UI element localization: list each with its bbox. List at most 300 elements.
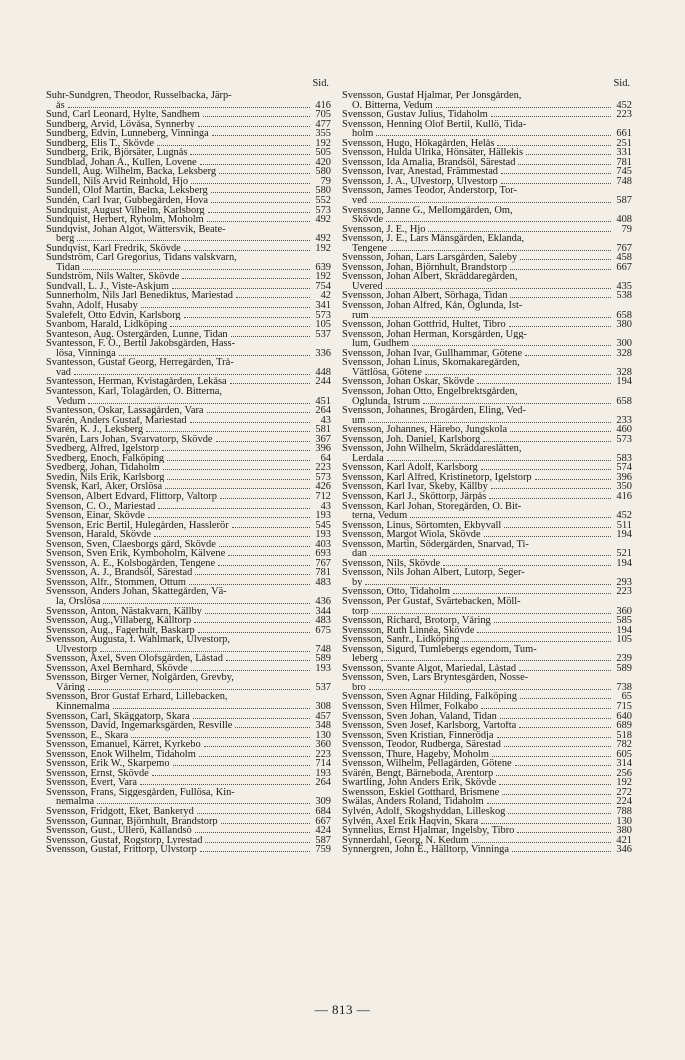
entry-text: Sylvén, Adolf, Skogshyddan, Lilleskog	[342, 807, 506, 817]
entry-text: Vättlösa, Götene	[352, 367, 422, 378]
directory-entry	[46, 807, 331, 817]
entry-list	[46, 91, 331, 855]
entry-line	[342, 91, 632, 101]
entry-page-number: 223	[616, 110, 632, 120]
dot-leader	[200, 845, 310, 852]
dot-leader	[184, 244, 310, 251]
entry-page-number: 79	[621, 224, 632, 235]
directory-entry	[342, 435, 632, 445]
entry-page-number: 492	[315, 215, 331, 225]
dot-leader	[184, 311, 310, 318]
entry-line	[46, 253, 331, 263]
directory-entry	[46, 463, 331, 473]
entry-line	[342, 320, 632, 330]
dot-leader	[425, 368, 611, 375]
entry-line	[46, 778, 331, 788]
directory-entry	[46, 473, 331, 483]
dot-leader	[504, 521, 611, 528]
entry-page-number: 573	[315, 205, 331, 216]
entry-page-number: 355	[315, 129, 331, 139]
directory-entry	[46, 540, 331, 550]
entry-line	[342, 797, 632, 807]
entry-line	[46, 482, 331, 492]
dot-leader	[376, 129, 611, 136]
entry-line	[46, 406, 331, 416]
directory-entry	[46, 482, 331, 492]
directory-entry	[46, 139, 331, 149]
entry-continuation-line	[46, 597, 331, 607]
entry-page-number: 396	[616, 472, 632, 483]
dot-leader	[193, 712, 310, 719]
entry-line	[46, 540, 331, 550]
directory-entry	[342, 406, 632, 425]
page-number: — 813 —	[314, 1002, 371, 1017]
directory-entry	[46, 568, 331, 578]
dot-leader	[510, 291, 611, 298]
directory-entry	[342, 330, 632, 349]
entry-text: Sundqvist, Johan Algot, Wättersvik, Beate-	[46, 224, 226, 235]
entry-line	[46, 129, 331, 139]
entry-line	[342, 291, 632, 301]
entry-line	[342, 435, 632, 445]
directory-entry	[342, 358, 632, 377]
entry-line	[46, 521, 331, 531]
entry-text: Svensson, Johan Alfred, Kån, Öglunda, Ist-	[342, 301, 523, 311]
dot-leader	[219, 540, 310, 547]
dot-leader	[165, 482, 310, 489]
dot-leader	[501, 167, 611, 174]
dot-leader	[163, 463, 310, 470]
entry-page-number: 483	[315, 616, 331, 626]
entry-text: Svensson, John Wilhelm, Skräddareslätten,	[342, 444, 522, 454]
entry-text: Öglunda, Istrum	[352, 396, 421, 407]
entry-text: Svensson, Birger Verner, Nolgården, Grevby,	[46, 673, 234, 683]
entry-line	[342, 272, 632, 282]
directory-entry	[342, 673, 632, 692]
entry-line	[342, 769, 632, 779]
entry-line	[46, 664, 331, 674]
entry-line	[46, 559, 331, 569]
entry-page-number: 573	[616, 434, 632, 445]
entry-text: Svensk, Karl, Åker, Örslösa	[46, 482, 163, 492]
directory-entry	[46, 301, 331, 311]
dot-leader	[190, 148, 310, 155]
entry-page-number: 545	[315, 520, 331, 531]
dot-leader	[508, 807, 611, 814]
entry-text: Vedum	[56, 396, 86, 407]
entry-text: la, Örslösa	[56, 596, 101, 607]
entry-line	[342, 502, 632, 512]
entry-page-number: 436	[315, 596, 331, 607]
dot-leader	[167, 473, 310, 480]
dot-leader	[226, 654, 310, 661]
entry-text: holm	[352, 129, 374, 139]
entry-line	[342, 645, 632, 655]
entry-line	[46, 416, 331, 426]
dot-leader	[489, 492, 611, 499]
directory-entry	[342, 788, 632, 798]
entry-continuation-line	[342, 244, 632, 254]
entry-line	[342, 807, 632, 817]
entry-line	[46, 215, 331, 225]
entry-text: Svensson, Ernst, Skövde	[46, 768, 149, 779]
entry-text: Svensson, Thure, Hageby, Moholm	[342, 749, 489, 760]
entry-text: Svantesson, F. O., Bertil Jakobsgården, Hass-	[46, 339, 236, 349]
dot-leader	[195, 826, 310, 833]
entry-line	[46, 845, 331, 855]
dot-leader	[140, 778, 310, 785]
entry-line	[342, 788, 632, 798]
directory-entry	[46, 158, 331, 168]
entry-text: Svensson, Richard, Brotorp, Våring	[342, 616, 491, 626]
dot-leader	[423, 397, 611, 404]
directory-entry	[46, 750, 331, 760]
entry-text: Svahn, Adolf, Husaby	[46, 301, 138, 311]
entry-line	[342, 692, 632, 702]
directory-entry	[342, 778, 632, 788]
entry-text: Svensson, Sven Johan, Valand, Tidan	[342, 711, 497, 722]
entry-text: nemalma	[56, 797, 95, 808]
directory-entry	[342, 750, 632, 760]
entry-text: Svantesson, Oskar, Lassagården, Vara	[46, 406, 204, 416]
directory-entry	[342, 797, 632, 807]
entry-page-number: 403	[315, 539, 331, 550]
entry-page-number: 396	[315, 444, 331, 454]
dot-leader	[228, 549, 310, 556]
entry-page-number: 192	[315, 272, 331, 282]
dot-leader	[182, 272, 310, 279]
entry-page-number: 42	[320, 291, 331, 302]
directory-entry	[46, 454, 331, 464]
entry-line	[342, 330, 632, 340]
entry-page-number: 574	[616, 463, 632, 473]
dot-leader	[172, 282, 310, 289]
entry-page-number: 193	[315, 511, 331, 521]
entry-text: Svensson, Johan Oskar, Skövde	[342, 377, 475, 387]
entry-text: Svensson, Johan, Björnhult, Brandstorp	[342, 262, 508, 273]
entry-page-number: 367	[315, 434, 331, 445]
dot-leader	[198, 626, 310, 633]
dot-leader	[462, 635, 611, 642]
entry-text: Svensson, Ida Amalia, Brandsöl, Särestad	[342, 157, 516, 168]
entry-line	[342, 444, 632, 454]
directory-entry	[342, 301, 632, 320]
entry-line	[342, 635, 632, 645]
entry-page-number: 538	[616, 291, 632, 302]
entry-page-number: 308	[315, 702, 331, 712]
directory-entry	[342, 692, 632, 702]
entry-line	[342, 540, 632, 550]
dot-leader	[88, 683, 310, 690]
entry-text: Svensson, Gustaf Hjalmar, Per Jonsgården,	[342, 91, 522, 101]
entry-text: Svensson, Johan Ivar, Gullhammar, Götene	[342, 348, 523, 359]
dot-leader	[88, 397, 310, 404]
entry-page-number: 130	[616, 816, 632, 827]
entry-text: Svensson, E., Skara	[46, 730, 129, 741]
entry-text: Svantesson, Karl, Tolagården, Ö. Bitterna,	[46, 386, 222, 397]
entry-page-number: 328	[616, 348, 632, 359]
dot-leader	[170, 320, 310, 327]
entry-text: Svarén, K. J., Leksberg	[46, 425, 144, 435]
dot-leader	[146, 425, 310, 432]
entry-text: Svensson, J. E., Hjo	[342, 224, 426, 235]
entry-text: Svensson, Anders Johan, Skattegården, Vä-	[46, 587, 227, 597]
entry-text: Svedin, Nils Erik, Karlsborg	[46, 472, 165, 483]
dot-leader	[204, 740, 310, 747]
entry-line	[342, 473, 632, 483]
dot-leader	[235, 721, 310, 728]
entry-text: Svensson, Johan Otto, Engelbrektsgården,	[342, 386, 518, 397]
entry-text: Svenson, Einar, Skövde	[46, 511, 145, 521]
entry-text: Svärén, Bengt, Bärneboda, Arentorp	[342, 768, 494, 779]
entry-line	[46, 740, 331, 750]
entry-text: Svenson, Harald, Skövde	[46, 530, 152, 540]
entry-text: Svensson, Erik W., Skarpemo	[46, 759, 170, 769]
directory-entry	[342, 826, 632, 836]
entry-page-number: 573	[315, 472, 331, 483]
directory-entry	[46, 358, 331, 377]
dot-leader	[191, 177, 310, 184]
entry-line	[46, 731, 331, 741]
column-header-sid: Sid.	[613, 78, 630, 89]
entry-line	[46, 425, 331, 435]
dot-leader	[443, 559, 611, 566]
entry-line	[46, 759, 331, 769]
directory-entry	[342, 616, 632, 626]
dot-leader	[365, 578, 611, 585]
directory-entry	[342, 253, 632, 263]
entry-line	[46, 750, 331, 760]
entry-page-number: 782	[616, 740, 632, 750]
dot-leader	[372, 311, 611, 318]
directory-entry	[342, 502, 632, 521]
entry-page-number: 43	[320, 501, 331, 512]
dot-leader	[77, 234, 310, 241]
entry-line	[46, 177, 331, 187]
dot-leader	[369, 683, 611, 690]
entry-text: Svensson, Nils Johan Albert, Lutorp, Seger-	[342, 568, 525, 578]
entry-text: Svensson, Carl, Skäggatorp, Skara	[46, 711, 190, 722]
dot-leader	[83, 263, 310, 270]
entry-continuation-line	[46, 397, 331, 407]
entry-text: Swartling, John Anders Erik, Skövde	[342, 778, 497, 788]
entry-line	[342, 263, 632, 273]
directory-entry	[46, 167, 331, 177]
dot-leader	[200, 158, 310, 165]
entry-line	[46, 817, 331, 827]
directory-entry	[342, 387, 632, 406]
entry-continuation-line	[342, 339, 632, 349]
entry-text: Svensson, Enok Wilhelm, Tidaholm	[46, 749, 196, 760]
entry-text: Sundell, Olof Martin, Backa, Leksberg	[46, 186, 208, 197]
entry-line	[342, 731, 632, 741]
dot-leader	[157, 139, 310, 146]
entry-text: Svensson, James Teodor, Anderstorp, Tor-	[342, 186, 518, 197]
entry-page-number: 689	[616, 721, 632, 731]
entry-page-number: 788	[616, 807, 632, 817]
entry-line	[342, 482, 632, 492]
directory-entry	[342, 186, 632, 205]
entry-page-number: 293	[616, 577, 632, 588]
entry-text: Svensson, Anton, Nästakvarn, Källby	[46, 606, 202, 617]
entry-line	[342, 664, 632, 674]
directory-entry	[46, 377, 331, 387]
entry-text: Svedberg, Enoch, Falköping	[46, 453, 165, 464]
dot-leader	[232, 521, 310, 528]
entry-text: vad	[56, 367, 72, 378]
directory-entry	[46, 196, 331, 206]
entry-page-number: 424	[315, 826, 331, 836]
entry-line	[46, 836, 331, 846]
entry-page-number: 639	[315, 262, 331, 273]
entry-line	[342, 721, 632, 731]
entry-continuation-line	[342, 215, 632, 225]
dot-leader	[520, 692, 611, 699]
entry-line	[342, 206, 632, 216]
entry-line	[46, 320, 331, 330]
entry-line	[46, 473, 331, 483]
entry-continuation-line	[342, 311, 632, 321]
entry-page-number: 416	[616, 491, 632, 502]
entry-page-number: 193	[315, 768, 331, 779]
entry-text: Sundell, Nils Arvid Reinhold, Hjo	[46, 176, 189, 187]
entry-line	[46, 511, 331, 521]
directory-entry	[46, 778, 331, 788]
dot-leader	[191, 664, 310, 671]
dot-leader	[519, 721, 611, 728]
dot-leader	[526, 148, 611, 155]
directory-entry	[342, 320, 632, 330]
dot-leader	[113, 702, 310, 709]
entry-text: Lerdala	[352, 453, 384, 464]
entry-text: Svensson, Johannes, Brogården, Eling, Ved-	[342, 406, 526, 416]
entry-line	[46, 654, 331, 664]
entry-continuation-line	[342, 511, 632, 521]
entry-text: Svensson, Bror Gustaf Erhard, Lillebacken,	[46, 692, 228, 702]
entry-line	[46, 549, 331, 559]
dot-leader	[436, 101, 611, 108]
entry-text: Svensson, Henning Olof Bertil, Kullö, Tida-	[342, 119, 527, 130]
entry-page-number: 264	[315, 406, 331, 416]
entry-text: Svantesson, Gustaf Georg, Herregården, Trå-	[46, 358, 234, 368]
dot-leader	[230, 377, 310, 384]
directory-entry	[342, 845, 632, 855]
directory-entry	[342, 291, 632, 301]
entry-text: by	[352, 577, 363, 588]
entry-line	[46, 91, 331, 101]
dot-leader	[119, 349, 310, 356]
directory-entry	[46, 282, 331, 292]
entry-page-number: 426	[315, 482, 331, 492]
entry-text: Svensson, David, Ingemarksgården, Resville	[46, 721, 233, 731]
entry-text: torp	[352, 606, 369, 617]
entry-page-number: 675	[315, 625, 331, 636]
entry-text: Svensson, Gustaf, Frittorp, Ulvstorp	[46, 845, 197, 855]
entry-text: Sundquist, Herbert, Ryholm, Moholm	[46, 215, 204, 225]
entry-line	[342, 673, 632, 683]
directory-entry	[342, 721, 632, 731]
entry-page-number: 65	[621, 692, 632, 702]
entry-page-number: 537	[315, 682, 331, 693]
entry-continuation-line	[342, 196, 632, 206]
directory-entry	[46, 692, 331, 711]
entry-page-number: 244	[315, 377, 331, 387]
entry-line	[46, 587, 331, 597]
entry-text: Svensson, Evert, Vara	[46, 778, 137, 788]
directory-entry	[342, 167, 632, 177]
entry-text: Svensson, A. E., Kolsbogården, Tengene	[46, 558, 216, 569]
dot-leader	[152, 769, 310, 776]
entry-page-number: 380	[616, 320, 632, 330]
directory-entry	[46, 826, 331, 836]
entry-line	[342, 158, 632, 168]
entry-page-number: 581	[315, 425, 331, 435]
entry-page-number: 239	[616, 654, 632, 664]
entry-line	[46, 272, 331, 282]
entry-page-number: 416	[315, 100, 331, 111]
entry-text: Svensson, Johan Herman, Korsgården, Ugg-	[342, 329, 527, 340]
directory-entry	[342, 482, 632, 492]
entry-text: Svensson, Karl Alfred, Kristinetorp, Igelstorp	[342, 472, 532, 483]
entry-line	[46, 291, 331, 301]
entry-page-number: 460	[616, 425, 632, 435]
dot-leader	[372, 607, 611, 614]
entry-line	[342, 301, 632, 311]
entry-text: ås	[56, 100, 65, 111]
entry-text: Sund, Carl Leonard, Hylte, Sandhem	[46, 110, 200, 120]
entry-text: Svensson, Teodor, Rudberga, Särestad	[342, 740, 501, 750]
entry-text: Svanteson, Aug. Östergården, Lunne, Tidan	[46, 329, 228, 340]
entry-text: Sundberg, Arvid, Lövåsa, Synnerby	[46, 119, 195, 130]
entry-page-number: 130	[315, 730, 331, 741]
entry-text: Svensson, Karl Johan, Storegården, Ö. Bit-	[342, 501, 522, 512]
entry-page-number: 452	[616, 100, 632, 111]
entry-page-number: 264	[315, 778, 331, 788]
directory-entry	[342, 444, 632, 463]
entry-continuation-line	[342, 578, 632, 588]
directory-entry	[46, 330, 331, 340]
entry-text: Svantesson, Herman, Kvistagården, Lekåsa	[46, 377, 227, 387]
directory-entry	[342, 521, 632, 531]
entry-text: Svensson, Johan Linus, Skomakaregården,	[342, 358, 520, 368]
directory-entry	[342, 177, 632, 187]
dot-leader	[370, 549, 611, 556]
dot-leader	[517, 826, 611, 833]
entry-page-number: 420	[315, 157, 331, 168]
entry-continuation-line	[46, 368, 331, 378]
entry-line	[46, 530, 331, 540]
dot-leader	[472, 836, 611, 843]
entry-page-number: 79	[320, 176, 331, 187]
entry-text: Sundquist, August Vilhelm, Karlsborg	[46, 205, 205, 216]
entry-continuation-line	[342, 654, 632, 664]
entry-page-number: 346	[616, 845, 632, 855]
entry-line	[46, 568, 331, 578]
dot-leader	[207, 406, 310, 413]
dot-leader	[211, 196, 310, 203]
entry-text: Svensson, Alfr., Stommen, Öttum	[46, 577, 186, 588]
dot-leader	[207, 215, 310, 222]
dot-leader	[535, 473, 611, 480]
entry-line	[342, 167, 632, 177]
entry-page-number: 192	[315, 138, 331, 149]
entry-text: Tengene	[352, 243, 388, 254]
entry-text: Sundblad, Johan A., Kullen, Lovene	[46, 157, 197, 168]
directory-entry	[46, 673, 331, 692]
entry-text: Ulvestorp	[56, 644, 97, 655]
entry-text: Sundén, Carl Ivar, Gubbegården, Hova	[46, 196, 209, 206]
entry-line	[46, 186, 331, 196]
